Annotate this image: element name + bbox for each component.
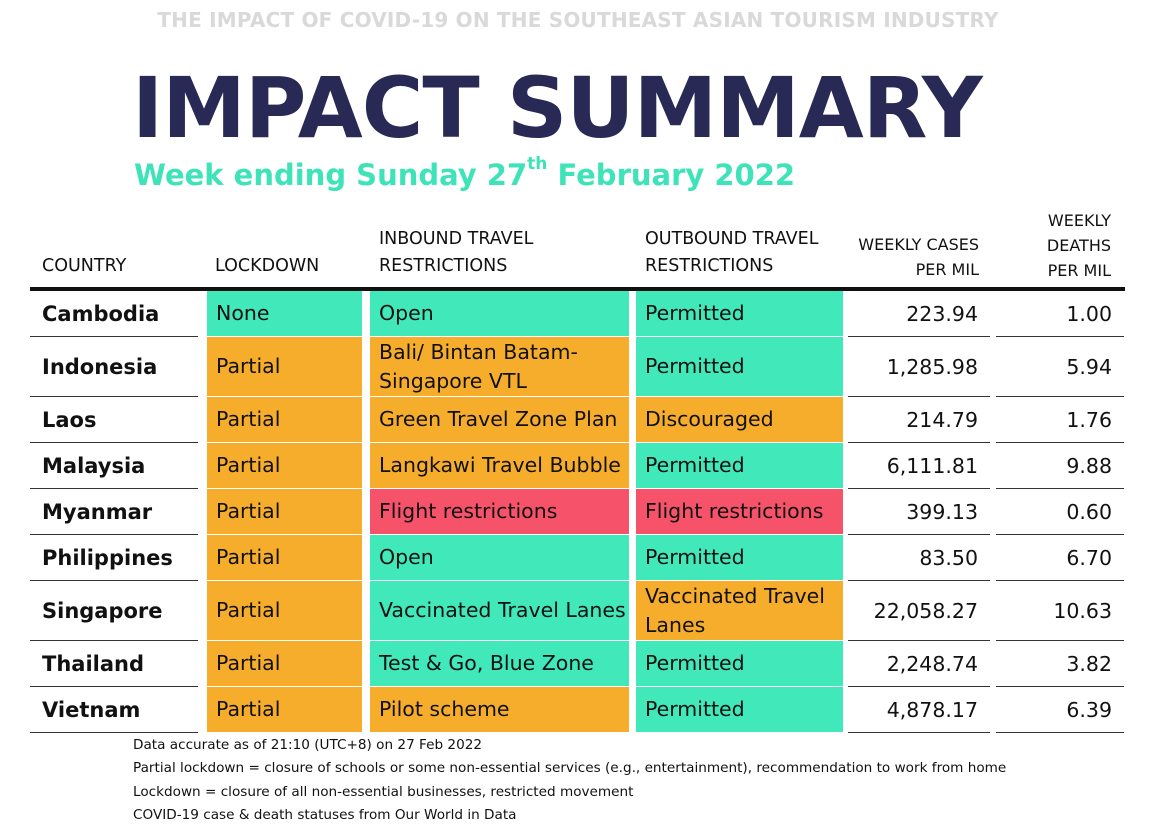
lockdown-cell: Partial	[207, 397, 362, 442]
header-cases-line1: WEEKLY CASES	[858, 235, 979, 254]
document-supertitle: THE IMPACT OF COVID-19 ON THE SOUTHEAST ASIAN TOURISM INDUSTRY	[157, 8, 999, 32]
inbound-cell: Open	[370, 535, 629, 580]
inbound-cell: Langkawi Travel Bubble	[370, 443, 629, 488]
table-row	[0, 535, 1156, 581]
header-inbound-line2: RESTRICTIONS	[379, 256, 508, 276]
inbound-cell: Pilot scheme	[370, 687, 629, 732]
header-inbound	[379, 226, 533, 280]
table-row	[0, 489, 1156, 535]
lockdown-cell: Partial	[207, 489, 362, 534]
inbound-cell: Bali/ Bintan Batam-Singapore VTL	[370, 337, 629, 396]
header-deaths-line1: WEEKLY	[1047, 211, 1111, 230]
weekly-deaths-cell: 1.00	[996, 291, 1124, 337]
subtitle-prefix: Week ending Sunday 27	[134, 158, 528, 192]
header-cases-line2: PER MIL	[915, 260, 979, 279]
header-country: COUNTRY	[42, 256, 127, 276]
weekly-deaths-cell: 3.82	[996, 641, 1124, 687]
page-title: IMPACT SUMMARY	[132, 59, 982, 157]
lockdown-cell: None	[207, 291, 362, 336]
country-cell: Myanmar	[30, 489, 198, 535]
table-row	[0, 641, 1156, 687]
lockdown-cell: Partial	[207, 581, 362, 640]
inbound-cell: Test & Go, Blue Zone	[370, 641, 629, 686]
country-cell: Philippines	[30, 535, 198, 581]
outbound-cell: Permitted	[636, 443, 843, 488]
weekly-deaths-cell: 6.39	[996, 687, 1124, 733]
inbound-cell: Open	[370, 291, 629, 336]
header-deaths-line2: DEATHS	[1046, 236, 1111, 255]
country-cell: Indonesia	[30, 337, 198, 397]
weekly-cases-cell: 22,058.27	[848, 581, 990, 641]
outbound-cell: Discouraged	[636, 397, 843, 442]
lockdown-cell: Partial	[207, 687, 362, 732]
weekly-cases-cell: 83.50	[848, 535, 990, 581]
table-row	[0, 687, 1156, 733]
table-row	[0, 443, 1156, 489]
country-cell: Cambodia	[30, 291, 198, 337]
weekly-deaths-cell: 10.63	[996, 581, 1124, 641]
outbound-cell: Permitted	[636, 641, 843, 686]
weekly-cases-cell: 6,111.81	[848, 443, 990, 489]
inbound-cell: Flight restrictions	[370, 489, 629, 534]
footnote-line: Lockdown = closure of all non-essential businesses, restricted movement	[133, 783, 634, 800]
weekly-deaths-cell: 5.94	[996, 337, 1124, 397]
header-lockdown: LOCKDOWN	[215, 256, 320, 276]
outbound-cell: Permitted	[636, 291, 843, 336]
weekly-cases-cell: 399.13	[848, 489, 990, 535]
table-row	[0, 337, 1156, 397]
outbound-cell: Permitted	[636, 535, 843, 580]
table-row	[0, 397, 1156, 443]
page-subtitle	[134, 154, 796, 192]
country-cell: Thailand	[30, 641, 198, 687]
table-row	[0, 581, 1156, 641]
weekly-deaths-cell: 6.70	[996, 535, 1124, 581]
lockdown-cell: Partial	[207, 337, 362, 396]
weekly-cases-cell: 2,248.74	[848, 641, 990, 687]
lockdown-cell: Partial	[207, 443, 362, 488]
header-deaths-line3: PER MIL	[1047, 261, 1111, 280]
country-cell: Vietnam	[30, 687, 198, 733]
header-outbound-line1: OUTBOUND TRAVEL	[645, 229, 819, 249]
header-weekly-cases	[858, 232, 979, 282]
inbound-cell: Vaccinated Travel Lanes	[370, 581, 629, 640]
footnote-line: COVID-19 case & death statuses from Our World in Data	[133, 806, 517, 823]
inbound-cell: Green Travel Zone Plan	[370, 397, 629, 442]
outbound-cell: Permitted	[636, 687, 843, 732]
header-outbound	[645, 226, 818, 280]
header-weekly-deaths	[1047, 208, 1111, 283]
weekly-deaths-cell: 0.60	[996, 489, 1124, 535]
weekly-deaths-cell: 9.88	[996, 443, 1124, 489]
outbound-cell: Flight restrictions	[636, 489, 843, 534]
table-row	[0, 291, 1156, 337]
weekly-cases-cell: 4,878.17	[848, 687, 990, 733]
header-outbound-line2: RESTRICTIONS	[645, 256, 774, 276]
weekly-cases-cell: 223.94	[848, 291, 990, 337]
lockdown-cell: Partial	[207, 535, 362, 580]
subtitle-ordinal-suffix: th	[527, 154, 548, 174]
footnote-line: Data accurate as of 21:10 (UTC+8) on 27 Feb 2022	[133, 737, 483, 753]
footnote-line: Partial lockdown = closure of schools or some non-essential services (e.g., entertainment), recommendation to work from home	[133, 760, 1007, 777]
country-cell: Laos	[30, 397, 198, 443]
country-cell: Singapore	[30, 581, 198, 641]
weekly-deaths-cell: 1.76	[996, 397, 1124, 443]
footnotes	[133, 734, 1006, 827]
outbound-cell: Permitted	[636, 337, 843, 396]
lockdown-cell: Partial	[207, 641, 362, 686]
country-cell: Malaysia	[30, 443, 198, 489]
weekly-cases-cell: 214.79	[848, 397, 990, 443]
header-inbound-line1: INBOUND TRAVEL	[379, 229, 534, 249]
outbound-cell: Vaccinated Travel Lanes	[636, 581, 843, 640]
weekly-cases-cell: 1,285.98	[848, 337, 990, 397]
subtitle-rest: February 2022	[547, 158, 796, 192]
